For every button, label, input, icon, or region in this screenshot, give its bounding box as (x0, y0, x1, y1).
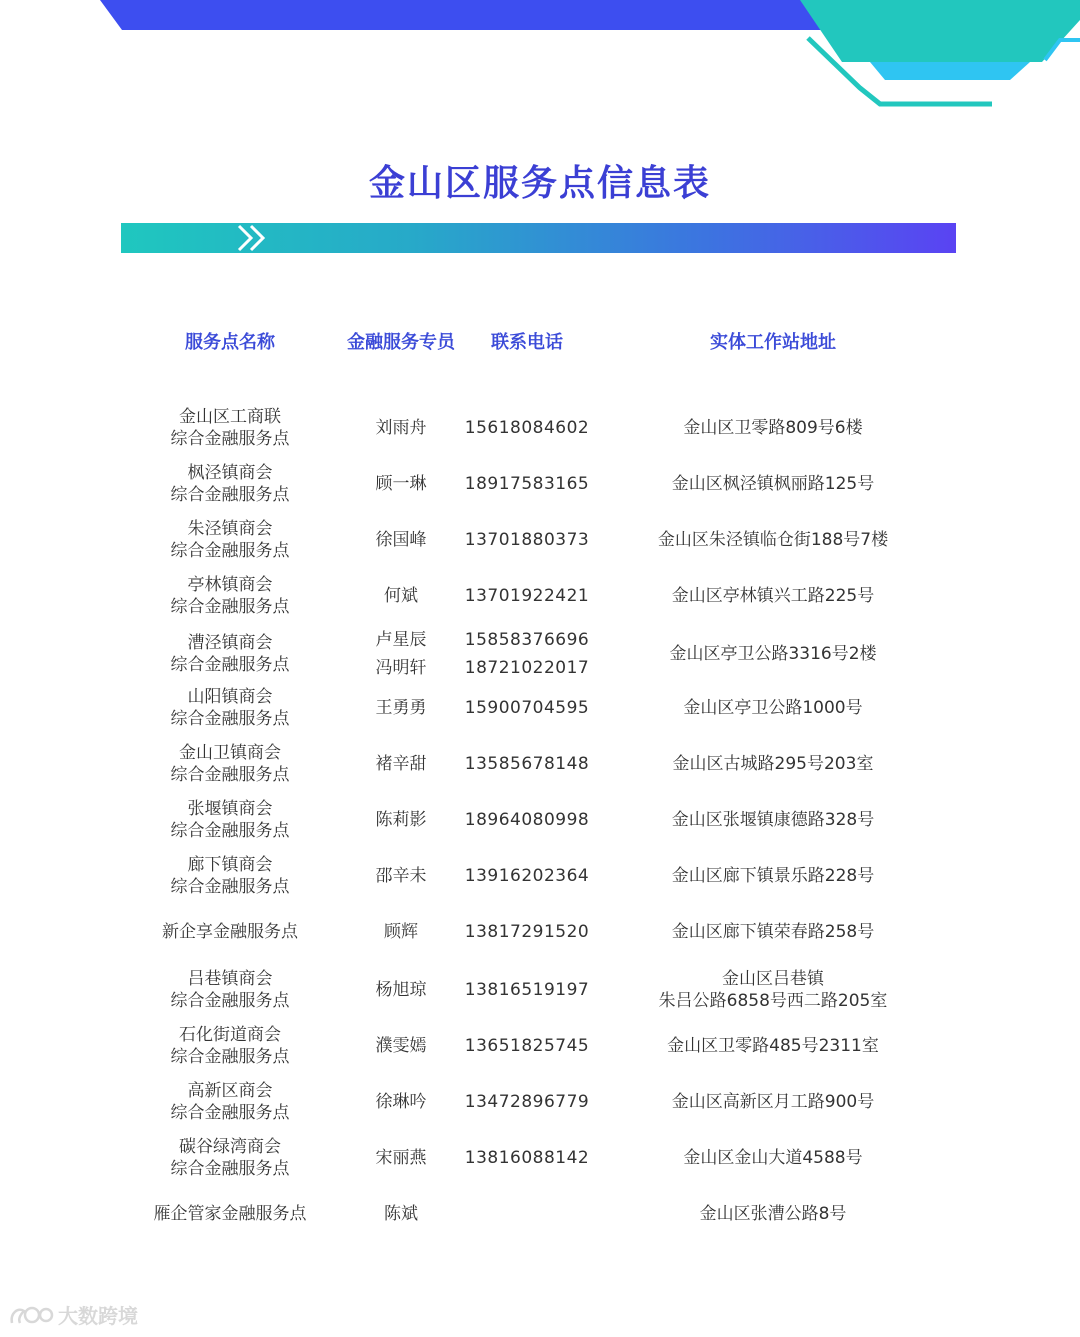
phone-number-cell (452, 796, 602, 844)
phone-number-cell (452, 404, 602, 452)
phone-number: 13816088142 (464, 1148, 590, 1168)
table-row (0, 1078, 1080, 1126)
service-point-name: 雁企管家金融服务点 (153, 1204, 307, 1224)
staff-name: 陈莉影 (375, 810, 427, 830)
phone-number: 13585678148 (464, 754, 590, 774)
service-point-name: 廊下镇商会 (187, 855, 273, 875)
service-point-name-cell (130, 966, 330, 1014)
phone-number: 13701922421 (464, 586, 590, 606)
phone-number: 13701880373 (464, 530, 590, 550)
header-decoration (0, 0, 1080, 110)
phone-number-cell (452, 1022, 602, 1070)
service-point-name-cell (130, 684, 330, 732)
address: 金山区卫零路809号6楼 (683, 418, 863, 438)
service-point-name-cell (130, 1134, 330, 1182)
phone-number-cell (452, 1192, 602, 1236)
staff-name-cell (336, 1134, 466, 1182)
service-point-name-cell (130, 460, 330, 508)
address-cell (613, 966, 933, 1014)
staff-name-cell (336, 1192, 466, 1236)
service-point-name: 吕巷镇商会 (187, 969, 273, 989)
service-point-name-cell (130, 404, 330, 452)
staff-name-cell (336, 572, 466, 620)
service-point-name-cell (130, 1022, 330, 1070)
address-cell (613, 1078, 933, 1126)
phone-number-cell (452, 626, 602, 682)
service-point-name: 亭林镇商会 (187, 575, 273, 595)
header-name: 服务点名称 (185, 332, 275, 353)
phone-number-cell (452, 910, 602, 954)
staff-name: 徐国峰 (375, 530, 427, 550)
address-cell (613, 404, 933, 452)
staff-name-cell (336, 1022, 466, 1070)
address-cell (613, 1134, 933, 1182)
staff-name: 邵辛未 (375, 866, 427, 886)
staff-name: 徐琳吟 (375, 1092, 427, 1112)
address-cell (613, 1022, 933, 1070)
address: 金山区吕巷镇 (722, 969, 824, 989)
phone-number: 13472896779 (464, 1092, 590, 1112)
address-cell (613, 572, 933, 620)
table-row (0, 460, 1080, 508)
staff-name: 顾辉 (384, 922, 418, 942)
service-point-name: 综合金融服务点 (170, 1103, 290, 1123)
service-point-name: 新企享金融服务点 (162, 922, 298, 942)
staff-name-cell (336, 516, 466, 564)
address-cell (613, 460, 933, 508)
staff-name: 冯明轩 (375, 658, 427, 678)
address-cell (613, 684, 933, 732)
staff-name-cell (336, 796, 466, 844)
address: 金山区高新区月工路900号 (671, 1092, 875, 1112)
service-point-name-cell (130, 852, 330, 900)
staff-name-cell (336, 404, 466, 452)
phone-number-cell (452, 966, 602, 1014)
staff-name: 王勇勇 (375, 698, 427, 718)
header-phone: 联系电话 (491, 332, 563, 353)
service-point-name: 综合金融服务点 (170, 709, 290, 729)
phone-number: 13916202364 (464, 866, 590, 886)
page-title: 金山区服务点信息表 (368, 163, 711, 204)
service-point-name: 综合金融服务点 (170, 541, 290, 561)
table-row (0, 572, 1080, 620)
service-point-name: 综合金融服务点 (170, 1159, 290, 1179)
service-point-name-cell (130, 910, 330, 954)
phone-number: 13817291520 (464, 922, 590, 942)
service-point-name: 碳谷绿湾商会 (179, 1137, 281, 1157)
table-row (0, 1192, 1080, 1236)
address-cell (613, 626, 933, 682)
staff-name-cell (336, 460, 466, 508)
service-point-name: 枫泾镇商会 (187, 463, 273, 483)
service-point-name-cell (130, 1192, 330, 1236)
phone-number-cell (452, 740, 602, 788)
phone-number: 13816519197 (464, 980, 590, 1000)
phone-number: 18964080998 (464, 810, 590, 830)
phone-number: 15900704595 (464, 698, 590, 718)
staff-name: 杨旭琼 (375, 980, 427, 1000)
service-point-name: 综合金融服务点 (170, 597, 290, 617)
service-point-name: 山阳镇商会 (187, 687, 273, 707)
staff-name: 刘雨舟 (375, 418, 427, 438)
address-cell (613, 1192, 933, 1236)
address-cell (613, 740, 933, 788)
double-chevron-icon (231, 223, 281, 253)
staff-name: 褚辛甜 (375, 754, 427, 774)
watermark (8, 1300, 138, 1329)
table-row (0, 966, 1080, 1014)
table-row (0, 626, 1080, 682)
service-point-name: 张堰镇商会 (187, 799, 273, 819)
service-point-name: 朱泾镇商会 (187, 519, 273, 539)
header-staff: 金融服务专员 (347, 332, 455, 353)
phone-number-cell (452, 460, 602, 508)
title-underline-bar (121, 223, 956, 253)
table-row (0, 516, 1080, 564)
phone-number-cell (452, 1134, 602, 1182)
phone-number: 18721022017 (464, 658, 590, 678)
service-point-name: 综合金融服务点 (170, 877, 290, 897)
phone-number: 13651825745 (464, 1036, 590, 1056)
service-point-name: 综合金融服务点 (170, 485, 290, 505)
address-cell (613, 852, 933, 900)
staff-name: 卢星辰 (375, 630, 427, 650)
phone-number: 18917583165 (464, 474, 590, 494)
logo-icon (8, 1303, 54, 1327)
address: 金山区金山大道4588号 (683, 1148, 863, 1168)
phone-number-cell (452, 852, 602, 900)
staff-name: 宋丽燕 (375, 1148, 427, 1168)
staff-name-cell (336, 1078, 466, 1126)
address: 金山区廊下镇景乐路228号 (671, 866, 875, 886)
table-row (0, 1134, 1080, 1182)
service-point-name-cell (130, 740, 330, 788)
service-point-name: 综合金融服务点 (170, 1047, 290, 1067)
address: 金山区枫泾镇枫丽路125号 (671, 474, 875, 494)
service-point-name: 综合金融服务点 (170, 765, 290, 785)
service-point-name: 综合金融服务点 (170, 655, 290, 675)
phone-number-cell (452, 516, 602, 564)
phone-number-cell (452, 1078, 602, 1126)
staff-name-cell (336, 626, 466, 682)
address: 金山区亭卫公路3316号2楼 (669, 644, 877, 664)
address-cell (613, 796, 933, 844)
address: 金山区张堰镇康德路328号 (671, 810, 875, 830)
staff-name-cell (336, 740, 466, 788)
table-row (0, 1022, 1080, 1070)
table-row (0, 404, 1080, 452)
address: 金山区张漕公路8号 (699, 1204, 847, 1224)
address: 金山区亭林镇兴工路225号 (671, 586, 875, 606)
service-point-name: 高新区商会 (187, 1081, 273, 1101)
staff-name: 顾一琳 (375, 474, 427, 494)
phone-number-cell (452, 572, 602, 620)
address: 朱吕公路6858号西二路205室 (658, 991, 888, 1011)
address: 金山区卫零路485号2311室 (667, 1036, 879, 1056)
service-point-name-cell (130, 516, 330, 564)
address: 金山区廊下镇荣春路258号 (671, 922, 875, 942)
service-point-name-cell (130, 626, 330, 682)
service-point-name: 金山区工商联 (179, 407, 281, 427)
address-cell (613, 516, 933, 564)
service-point-name: 综合金融服务点 (170, 991, 290, 1011)
table-row (0, 684, 1080, 732)
staff-name: 陈斌 (384, 1204, 418, 1224)
service-point-name: 综合金融服务点 (170, 429, 290, 449)
address: 金山区朱泾镇临仓街188号7楼 (657, 530, 889, 550)
phone-number: 15858376696 (464, 630, 590, 650)
table-row (0, 740, 1080, 788)
header-address: 实体工作站地址 (710, 332, 836, 353)
staff-name: 濮雯嫣 (375, 1036, 427, 1056)
service-point-name: 漕泾镇商会 (187, 633, 273, 653)
phone-number-cell (452, 684, 602, 732)
watermark-text: 大数跨境 (58, 1304, 138, 1328)
staff-name-cell (336, 852, 466, 900)
service-point-name: 石化街道商会 (179, 1025, 281, 1045)
table-row (0, 910, 1080, 954)
staff-name-cell (336, 966, 466, 1014)
table-row (0, 852, 1080, 900)
phone-number: 15618084602 (464, 418, 590, 438)
address-cell (613, 910, 933, 954)
staff-name-cell (336, 684, 466, 732)
staff-name-cell (336, 910, 466, 954)
service-point-name: 金山卫镇商会 (179, 743, 281, 763)
table-row (0, 796, 1080, 844)
service-point-name-cell (130, 572, 330, 620)
address: 金山区古城路295号203室 (672, 754, 874, 774)
service-point-name: 综合金融服务点 (170, 821, 290, 841)
staff-name: 何斌 (384, 586, 418, 606)
service-point-name-cell (130, 1078, 330, 1126)
address: 金山区亭卫公路1000号 (683, 698, 863, 718)
service-point-name-cell (130, 796, 330, 844)
